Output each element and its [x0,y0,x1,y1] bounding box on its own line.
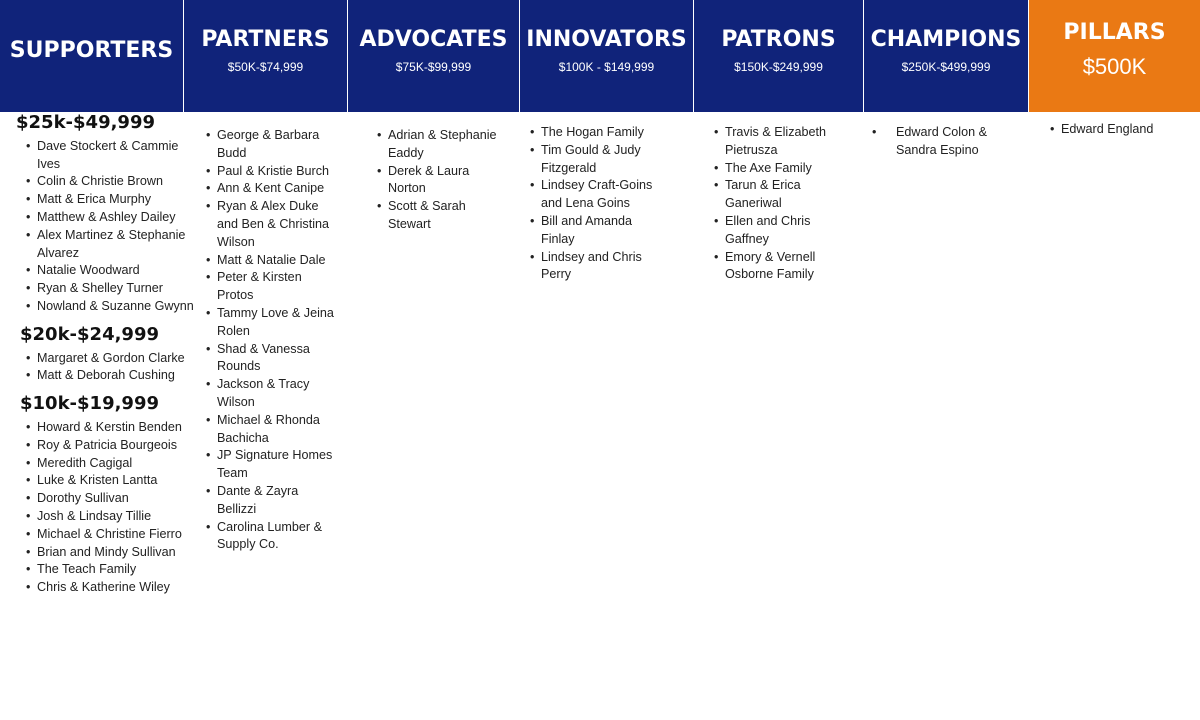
donor-item: • Dorothy Sullivan [26,490,194,508]
donor-item: • Ann & Kent Canipe [206,180,334,198]
donor-item: • Matt & Deborah Cushing [26,367,194,385]
donor-item: • Michael & Rhonda Bachicha [206,412,334,448]
innovators-column [530,124,654,284]
donor-item: • Paul & Kristie Burch [206,163,334,181]
donor-list [26,138,194,316]
donor-item: • Bill and Amanda Finlay [530,213,654,249]
donor-item: • The Axe Family [714,160,840,178]
donor-item: • George & Barbara Budd [206,127,334,163]
header-patrons [693,0,863,112]
tier-name: PATRONS [721,27,836,52]
header-supporters [0,0,183,112]
donor-item: • Scott & Sarah Stewart [377,198,507,234]
tier-header-bar [0,0,1200,112]
tier-name: INNOVATORS [526,27,687,52]
donor-item: • Travis & Elizabeth Pietrusza [714,124,840,160]
donor-item: • The Hogan Family [530,124,654,142]
donor-item: • Natalie Woodward [26,262,194,280]
donor-item: • Lindsey and Chris Perry [530,249,654,285]
header-pillars [1028,0,1200,112]
header-innovators [519,0,693,112]
donor-item: • Adrian & Stephanie Eaddy [377,127,507,163]
donor-list [377,127,507,234]
donor-item: • Colin & Christie Brown [26,173,194,191]
tier-name: SUPPORTERS [9,38,174,63]
advocates-column [377,127,507,234]
donor-item: • Matthew & Ashley Dailey [26,209,194,227]
pillars-column [1050,121,1190,139]
donor-item: • Jackson & Tracy Wilson [206,376,334,412]
tier-range: $75K-$99,999 [395,60,472,74]
donor-item: • Meredith Cagigal [26,455,194,473]
donor-item: • Edward England [1050,121,1190,139]
donor-item: • Matt & Erica Murphy [26,191,194,209]
donor-item: • Alex Martinez & Stephanie Alvarez [26,227,194,263]
donor-item: • Ellen and Chris Gaffney [714,213,840,249]
donor-item: • Roy & Patricia Bourgeois [26,437,194,455]
donor-item: • Brian and Mindy Sullivan [26,544,194,562]
donor-item: • Josh & Lindsay Tillie [26,508,194,526]
donor-item: • Dante & Zayra Bellizzi [206,483,334,519]
donor-item: • Margaret & Gordon Clarke [26,350,194,368]
donor-item: • Edward Colon & Sandra Espino [872,124,1002,160]
donor-list [872,124,1002,160]
tier-range: $250K-$499,999 [901,60,991,74]
tier-title: $20k-$24,999 [20,323,159,345]
donor-list [26,350,194,386]
header-champions [863,0,1028,112]
tier-range: $100K - $149,999 [558,60,655,74]
donor-item: • Howard & Kerstin Benden [26,419,194,437]
donor-item: • Nowland & Suzanne Gwynn [26,298,194,316]
tier-range: $500K [1082,54,1147,79]
tier-title: $10k-$19,999 [20,393,159,415]
donor-item: • Matt & Natalie Dale [206,252,334,270]
donor-item: • Tarun & Erica Ganeriwal [714,177,840,213]
donor-item: • Michael & Christine Fierro [26,526,194,544]
donor-item: • Chris & Katherine Wiley [26,579,194,597]
donor-item: • Lindsey Craft-Goins and Lena Goins [530,177,654,213]
tier-name: PILLARS [1063,20,1166,45]
donor-item: • Carolina Lumber & Supply Co. [206,519,334,555]
donor-item: • Dave Stockert & Cammie Ives [26,138,194,174]
donor-item: • Emory & Vernell Osborne Family [714,249,840,285]
supporters-column [16,114,194,597]
donor-item: • Tammy Love & Jeina Rolen [206,305,334,341]
donor-item: • Peter & Kirsten Protos [206,269,334,305]
donor-item: • The Teach Family [26,561,194,579]
header-partners [183,0,347,112]
donor-item: • Tim Gould & Judy Fitzgerald [530,142,654,178]
patrons-column [714,124,840,284]
tier-range: $50K-$74,999 [227,60,304,74]
header-advocates [347,0,519,112]
partners-column [206,127,334,554]
tier-name: PARTNERS [201,27,330,52]
donor-item: • Ryan & Shelley Turner [26,280,194,298]
donor-list [1050,121,1190,139]
tier-name: ADVOCATES [359,27,508,52]
donor-list [714,124,840,284]
tier-title: $25k-$49,999 [16,112,155,133]
donor-item: • Shad & Vanessa Rounds [206,341,334,377]
donor-item: • Ryan & Alex Duke and Ben & Christina Wilson [206,198,334,251]
tier-range: $150K-$249,999 [734,60,823,74]
champions-column [872,124,1002,160]
donor-list [530,124,654,284]
donor-item: • JP Signature Homes Team [206,447,334,483]
donor-list [26,419,194,597]
donor-item: • Luke & Kristen Lantta [26,472,194,490]
donor-item: • Derek & Laura Norton [377,163,507,199]
tier-name: CHAMPIONS [870,27,1022,52]
donor-list [206,127,334,554]
